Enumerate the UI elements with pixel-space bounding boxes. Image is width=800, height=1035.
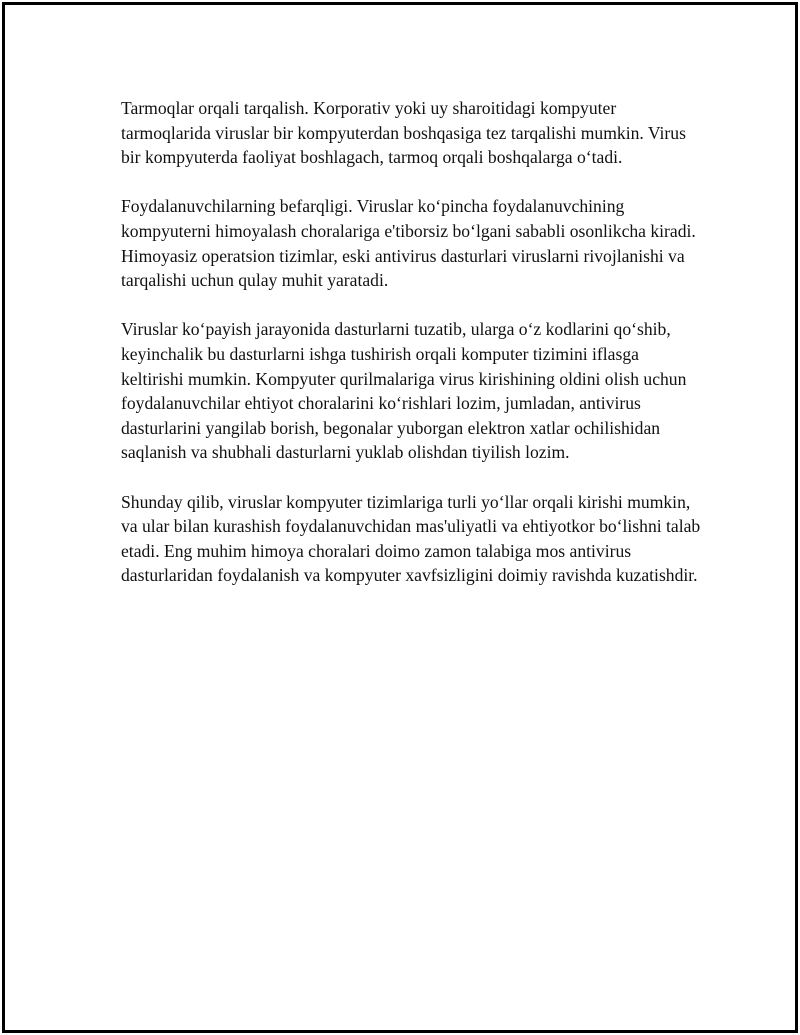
paragraph-network-spread: Tarmoqlar orqali tarqalish. Korporativ yoki uy sharoitidagi kompyuter tarmoqlarida viruslar bir kompyuterdan boshqasiga tez tarqalishi mumkin. Virus bir kompyuterda faoliyat boshlagach, tarmoq orqali boshqalarga o‘tadi. (121, 98, 686, 168)
paragraph-virus-replication: Viruslar ko‘payish jarayonida dasturlarni tuzatib, ularga o‘z kodlarini qo‘shib, keyinchalik bu dasturlarni ishga tushirish orqali komputer tizimini iflasga keltirishi mumkin. Kompyuter qurilmalariga virus kirishining oldini olish uchun foydalanuvchilar ehtiyot choralarini ko‘rishlari lozim, jumladan, antivirus dasturlarini yangilab borish, begonalar yuborgan elektron xatlar ochilishidan saqlanish va shubhali dasturlarni yuklab olishdan tiyilish lozim. (121, 319, 687, 463)
document-page (2, 2, 798, 1033)
paragraph-conclusion: Shunday qilib, viruslar kompyuter tizimlariga turli yo‘llar orqali kirishi mumkin, va ular bilan kurashish foydalanuvchidan mas'uliyatli va ehtiyotkor bo‘lishni talab etadi. Eng muhim himoya choralari doimo zamon talabiga mos antivirus dasturlaridan foydalanish va kompyuter xavfsizligini doimiy ravishda kuzatishdir. (121, 491, 701, 586)
document-body (121, 96, 701, 612)
paragraph-user-negligence: Foydalanuvchilarning befarqligi. Viruslar ko‘pincha foydalanuvchining kompyuterni himoyalash choralariga e'tiborsiz bo‘lgani sababli osonlikcha kiradi. Himoyasiz operatsion tizimlar, eski antivirus dasturlari viruslarni rivojlanishi va tarqalishi uchun qulay muhit yaratadi. (121, 196, 696, 291)
